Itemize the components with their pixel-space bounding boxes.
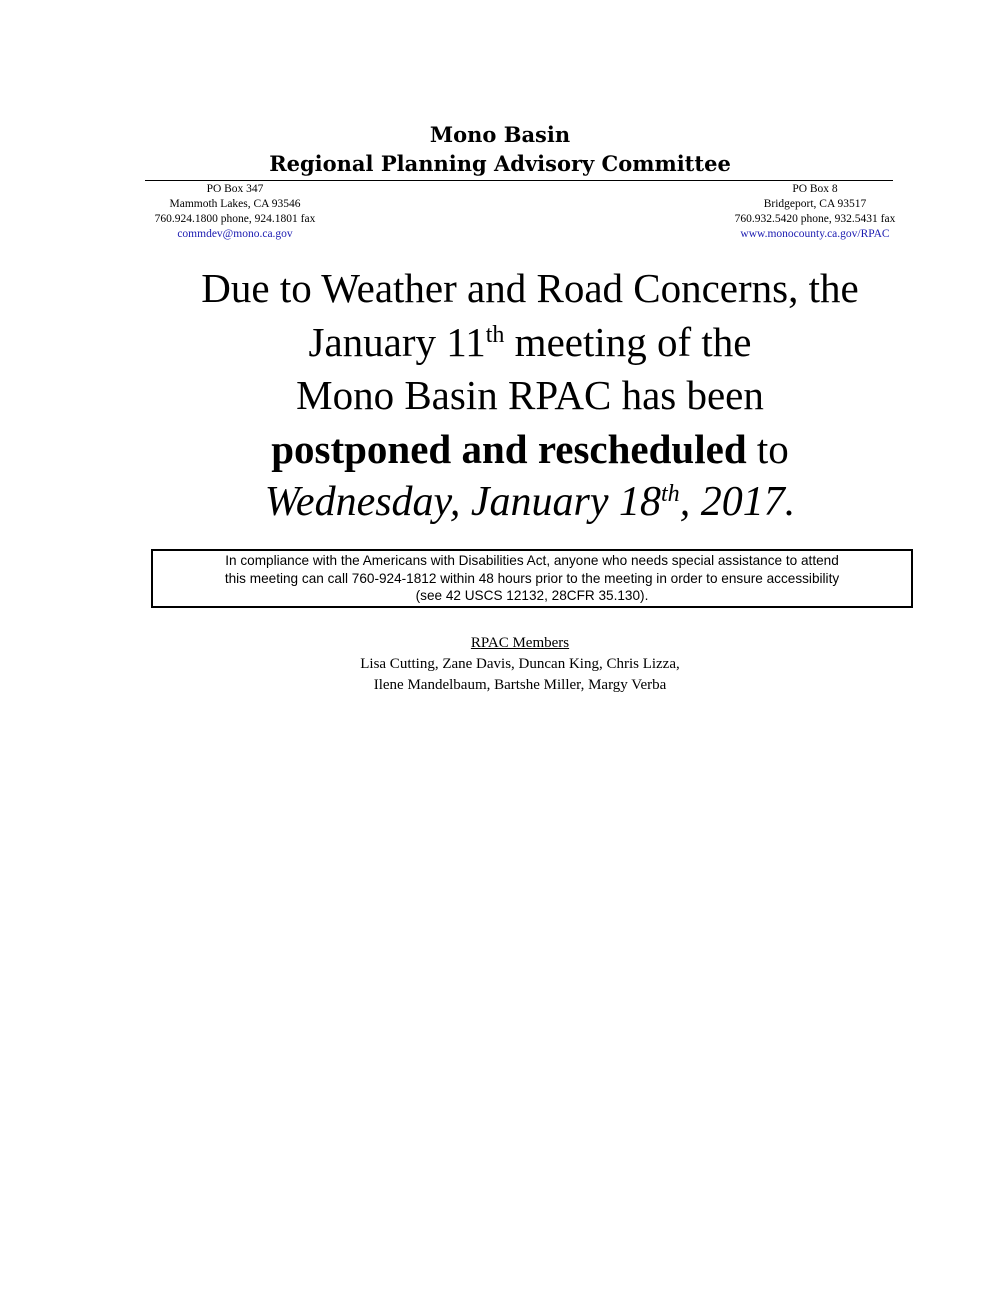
original-date: January 11 <box>308 318 486 365</box>
members-block <box>0 633 1000 696</box>
city-state-zip: Bridgeport, CA 93517 <box>763 198 867 210</box>
address-block-right <box>710 182 920 242</box>
ada-notice-line: this meeting can call 760-924-1812 within 48 hours prior to the meeting in order to ensure accessibility <box>224 570 840 586</box>
announcement-text: meeting of the <box>504 318 752 365</box>
ordinal-suffix: th <box>661 481 680 507</box>
po-box: PO Box 347 <box>206 183 264 195</box>
address-block-left <box>140 182 330 242</box>
ada-notice-line: In compliance with the Americans with Disabilities Act, anyone who needs special assistance to attend <box>225 553 839 568</box>
members-line: Lisa Cutting, Zane Davis, Duncan King, Chris Lizza, <box>360 656 680 672</box>
announcement-text: to <box>746 425 789 472</box>
announcement-line: Mono Basin RPAC has been <box>296 372 764 418</box>
phone-fax: 760.924.1800 phone, 924.1801 fax <box>154 213 316 225</box>
ada-notice-line: (see 42 USCS 12132, 28CFR 35.130). <box>415 588 649 603</box>
phone-fax: 760.932.5420 phone, 932.5431 fax <box>734 213 896 225</box>
ordinal-suffix: th <box>485 321 505 348</box>
announcement-line <box>60 316 1000 370</box>
new-date-year: , 2017. <box>679 479 796 525</box>
announcement-line <box>60 423 1000 477</box>
postponed-emphasis: postponed and rescheduled <box>271 425 747 472</box>
new-date-text: Wednesday, January 18 <box>264 479 662 525</box>
new-date <box>60 476 1000 530</box>
announcement-line: Due to Weather and Road Concerns, the <box>201 265 859 311</box>
letterhead-title: Mono Basin <box>429 122 571 147</box>
city-state-zip: Mammoth Lakes, CA 93546 <box>169 198 301 210</box>
ada-notice-box <box>151 549 913 608</box>
letterhead-divider <box>145 180 893 181</box>
website-link[interactable]: www.monocounty.ca.gov/RPAC <box>740 228 890 240</box>
members-heading: RPAC Members <box>470 635 570 651</box>
announcement <box>60 262 1000 530</box>
members-line: Ilene Mandelbaum, Bartshe Miller, Margy Verba <box>373 677 667 693</box>
email-link[interactable]: commdev@mono.ca.gov <box>177 228 293 240</box>
letterhead-subtitle: Regional Planning Advisory Committee <box>269 151 731 176</box>
po-box: PO Box 8 <box>792 183 838 195</box>
